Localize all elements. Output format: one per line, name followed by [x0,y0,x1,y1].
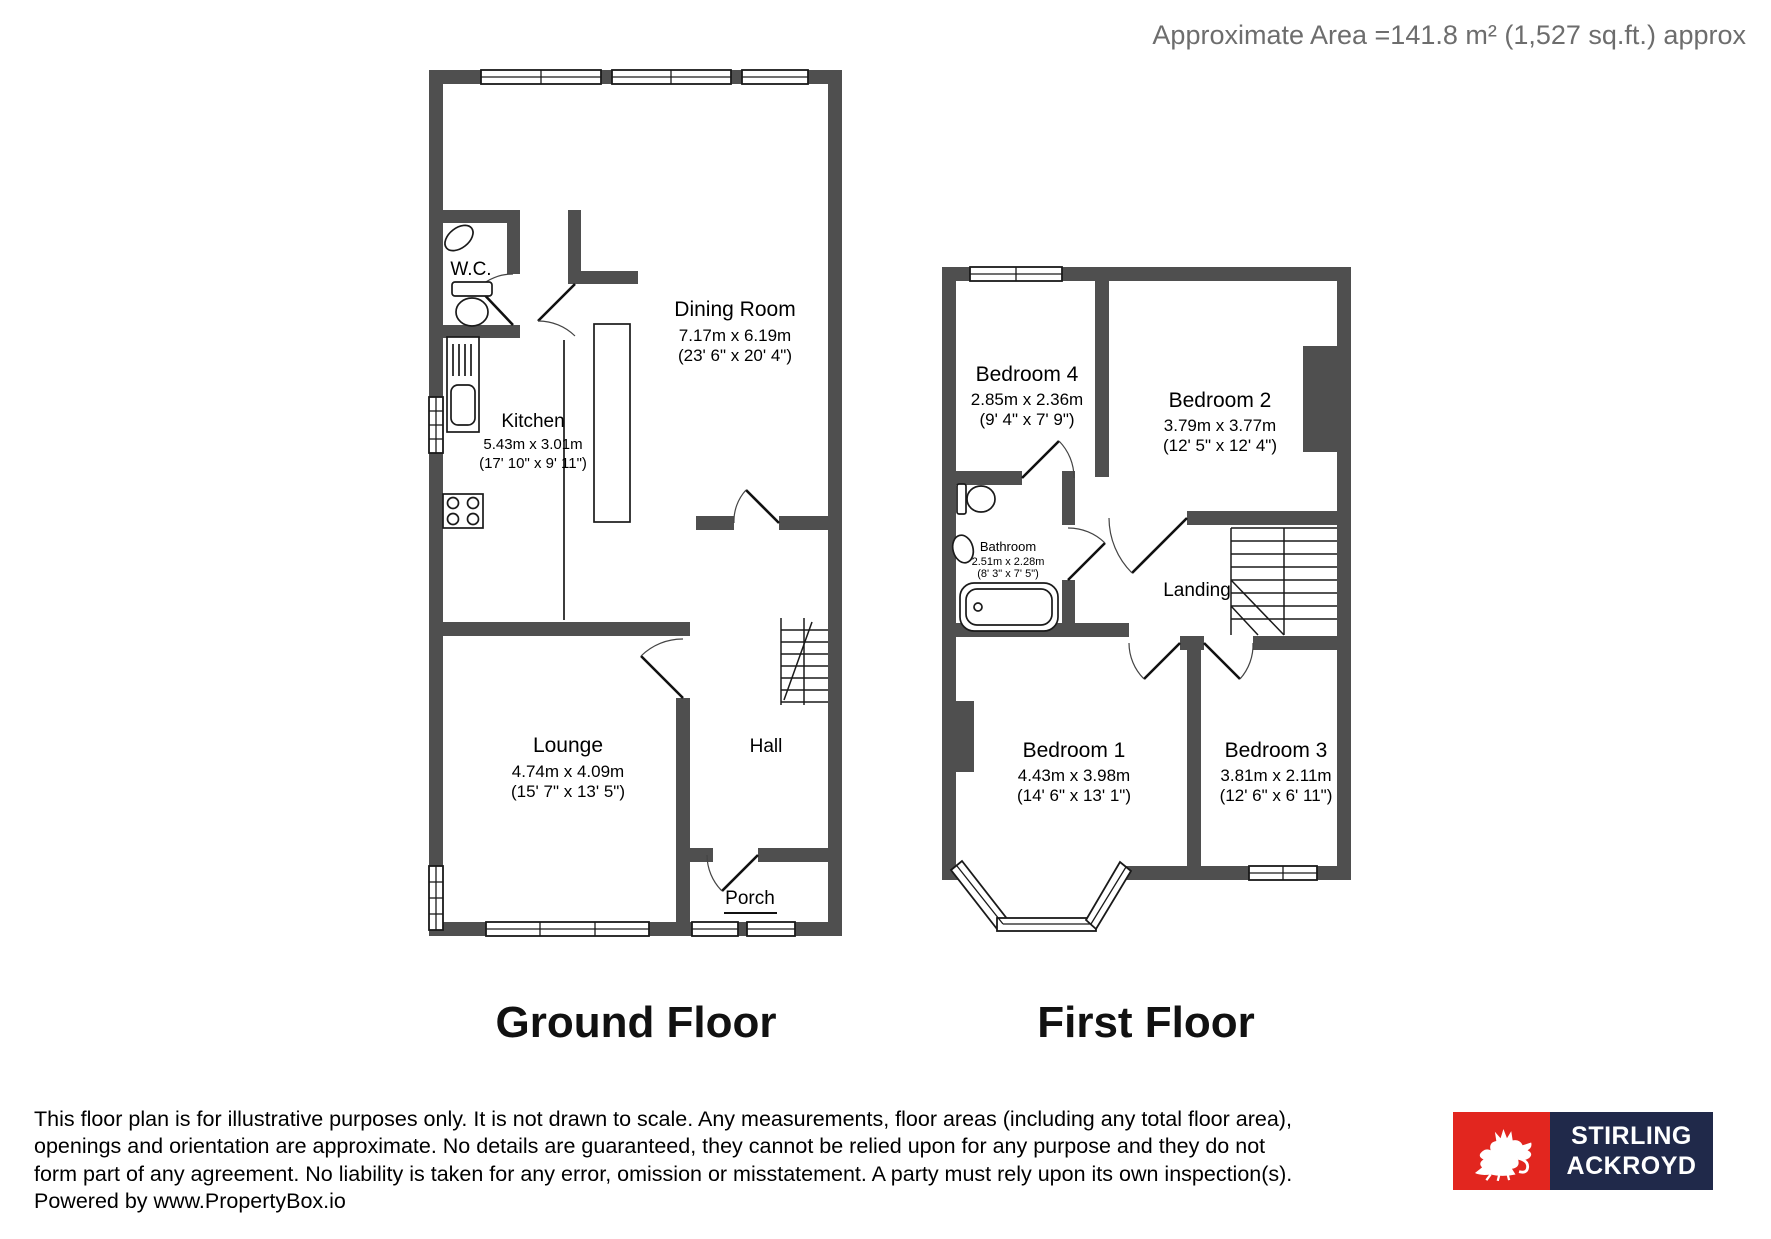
staircase [781,618,828,705]
disclaimer-line: This floor plan is for illustrative purposes only. It is not drawn to scale. Any measurements, floor areas (including any total floor area), [34,1107,1292,1131]
porch-label: Porch [725,888,775,909]
first-floor-title: First Floor [1037,998,1255,1047]
ground-floor-walls [429,70,842,936]
kitchen-sink-icon [447,337,479,432]
door [641,639,683,698]
bathtub-icon [960,583,1058,631]
kitchen-divider [594,324,630,522]
door [707,855,758,891]
ground-floor-plan [429,70,842,936]
bedroom2-imperial: (12' 5" x 12' 4") [1162,436,1278,455]
window [742,70,808,84]
kitchen-metric: 5.43m x 3.01m [483,436,583,453]
staircase [1231,528,1337,635]
dining-room-metric: 7.17m x 6.19m [678,326,792,345]
window [747,922,795,936]
bathroom-imperial: (8' 3" x 7' 5") [977,568,1039,580]
window [612,70,731,84]
chimney-breast [1303,346,1337,452]
kitchen-name: Kitchen [501,411,565,432]
wc-label: W.C. [450,259,492,280]
door [1204,643,1253,679]
basin-icon [440,220,478,255]
bedroom4-metric: 2.85m x 2.36m [970,390,1084,409]
door [1109,518,1187,573]
ground-floor-title: Ground Floor [495,998,777,1047]
bedroom1-name: Bedroom 1 [1022,739,1126,762]
bedroom2-metric: 3.79m x 3.77m [1163,416,1277,435]
disclaimer-line: openings and orientation are approximate. No details are guaranteed, they cannot be relied upon for any purpose and they do not [34,1134,1266,1159]
bedroom1-metric: 4.43m x 3.98m [1017,766,1131,785]
approx-area-text: Approximate Area =141.8 m² (1,527 sq.ft.) approx [1152,20,1746,50]
dining-room-imperial: (23' 6" x 20' 4") [677,346,793,365]
window [692,922,738,936]
window [481,70,601,84]
logo-line1: STIRLING [1571,1122,1692,1150]
window [429,866,443,930]
door [734,490,779,523]
dining-room-name: Dining Room [674,298,796,321]
griffin-badge [1453,1112,1550,1190]
door [538,284,575,336]
toilet-icon [452,282,492,326]
disclaimer [34,1106,1292,1216]
bedroom1-imperial: (14' 6" x 13' 1") [1016,786,1132,805]
griffin-icon [1464,1119,1540,1183]
powered-by-text: Powered by www.PropertyBox.io [34,1189,346,1214]
bay-window [951,861,1131,931]
window [970,267,1062,281]
bedroom4-name: Bedroom 4 [975,363,1079,386]
disclaimer-line: form part of any agreement. No liability is taken for any error, omission or misstatement. A party must rely upon its own inspection(s). [34,1161,1293,1186]
door [1068,528,1105,580]
bedroom2-name: Bedroom 2 [1168,389,1272,412]
bathroom-metric: 2.51m x 2.28m [971,556,1045,568]
logo-wordmark [1550,1112,1713,1190]
bedroom3-name: Bedroom 3 [1224,739,1328,762]
kitchen-imperial: (17' 10" x 9' 11") [479,455,587,472]
lounge-metric: 4.74m x 4.09m [511,762,625,781]
kitchen-fixtures [443,324,630,620]
window [429,397,443,453]
landing-label: Landing [1163,580,1231,601]
window [1249,866,1317,880]
first-floor-doors [1022,441,1253,679]
stirling-ackroyd-logo [1453,1112,1713,1190]
bedroom3-imperial: (12' 6" x 6' 11") [1219,786,1333,805]
bedroom3-metric: 3.81m x 2.11m [1220,766,1332,785]
bathroom-name: Bathroom [979,539,1037,554]
toilet-icon [957,484,995,514]
stove-icon [443,494,483,528]
lounge-imperial: (15' 7" x 13' 5") [510,782,626,801]
lounge-name: Lounge [532,734,604,757]
logo-line2: ACKROYD [1566,1152,1697,1180]
hall-label: Hall [749,736,783,757]
first-floor-plan [942,267,1351,931]
door [1129,643,1180,679]
bedroom4-imperial: (9' 4" x 7' 9") [979,410,1075,429]
chimney-breast [956,701,974,772]
window [486,922,649,936]
